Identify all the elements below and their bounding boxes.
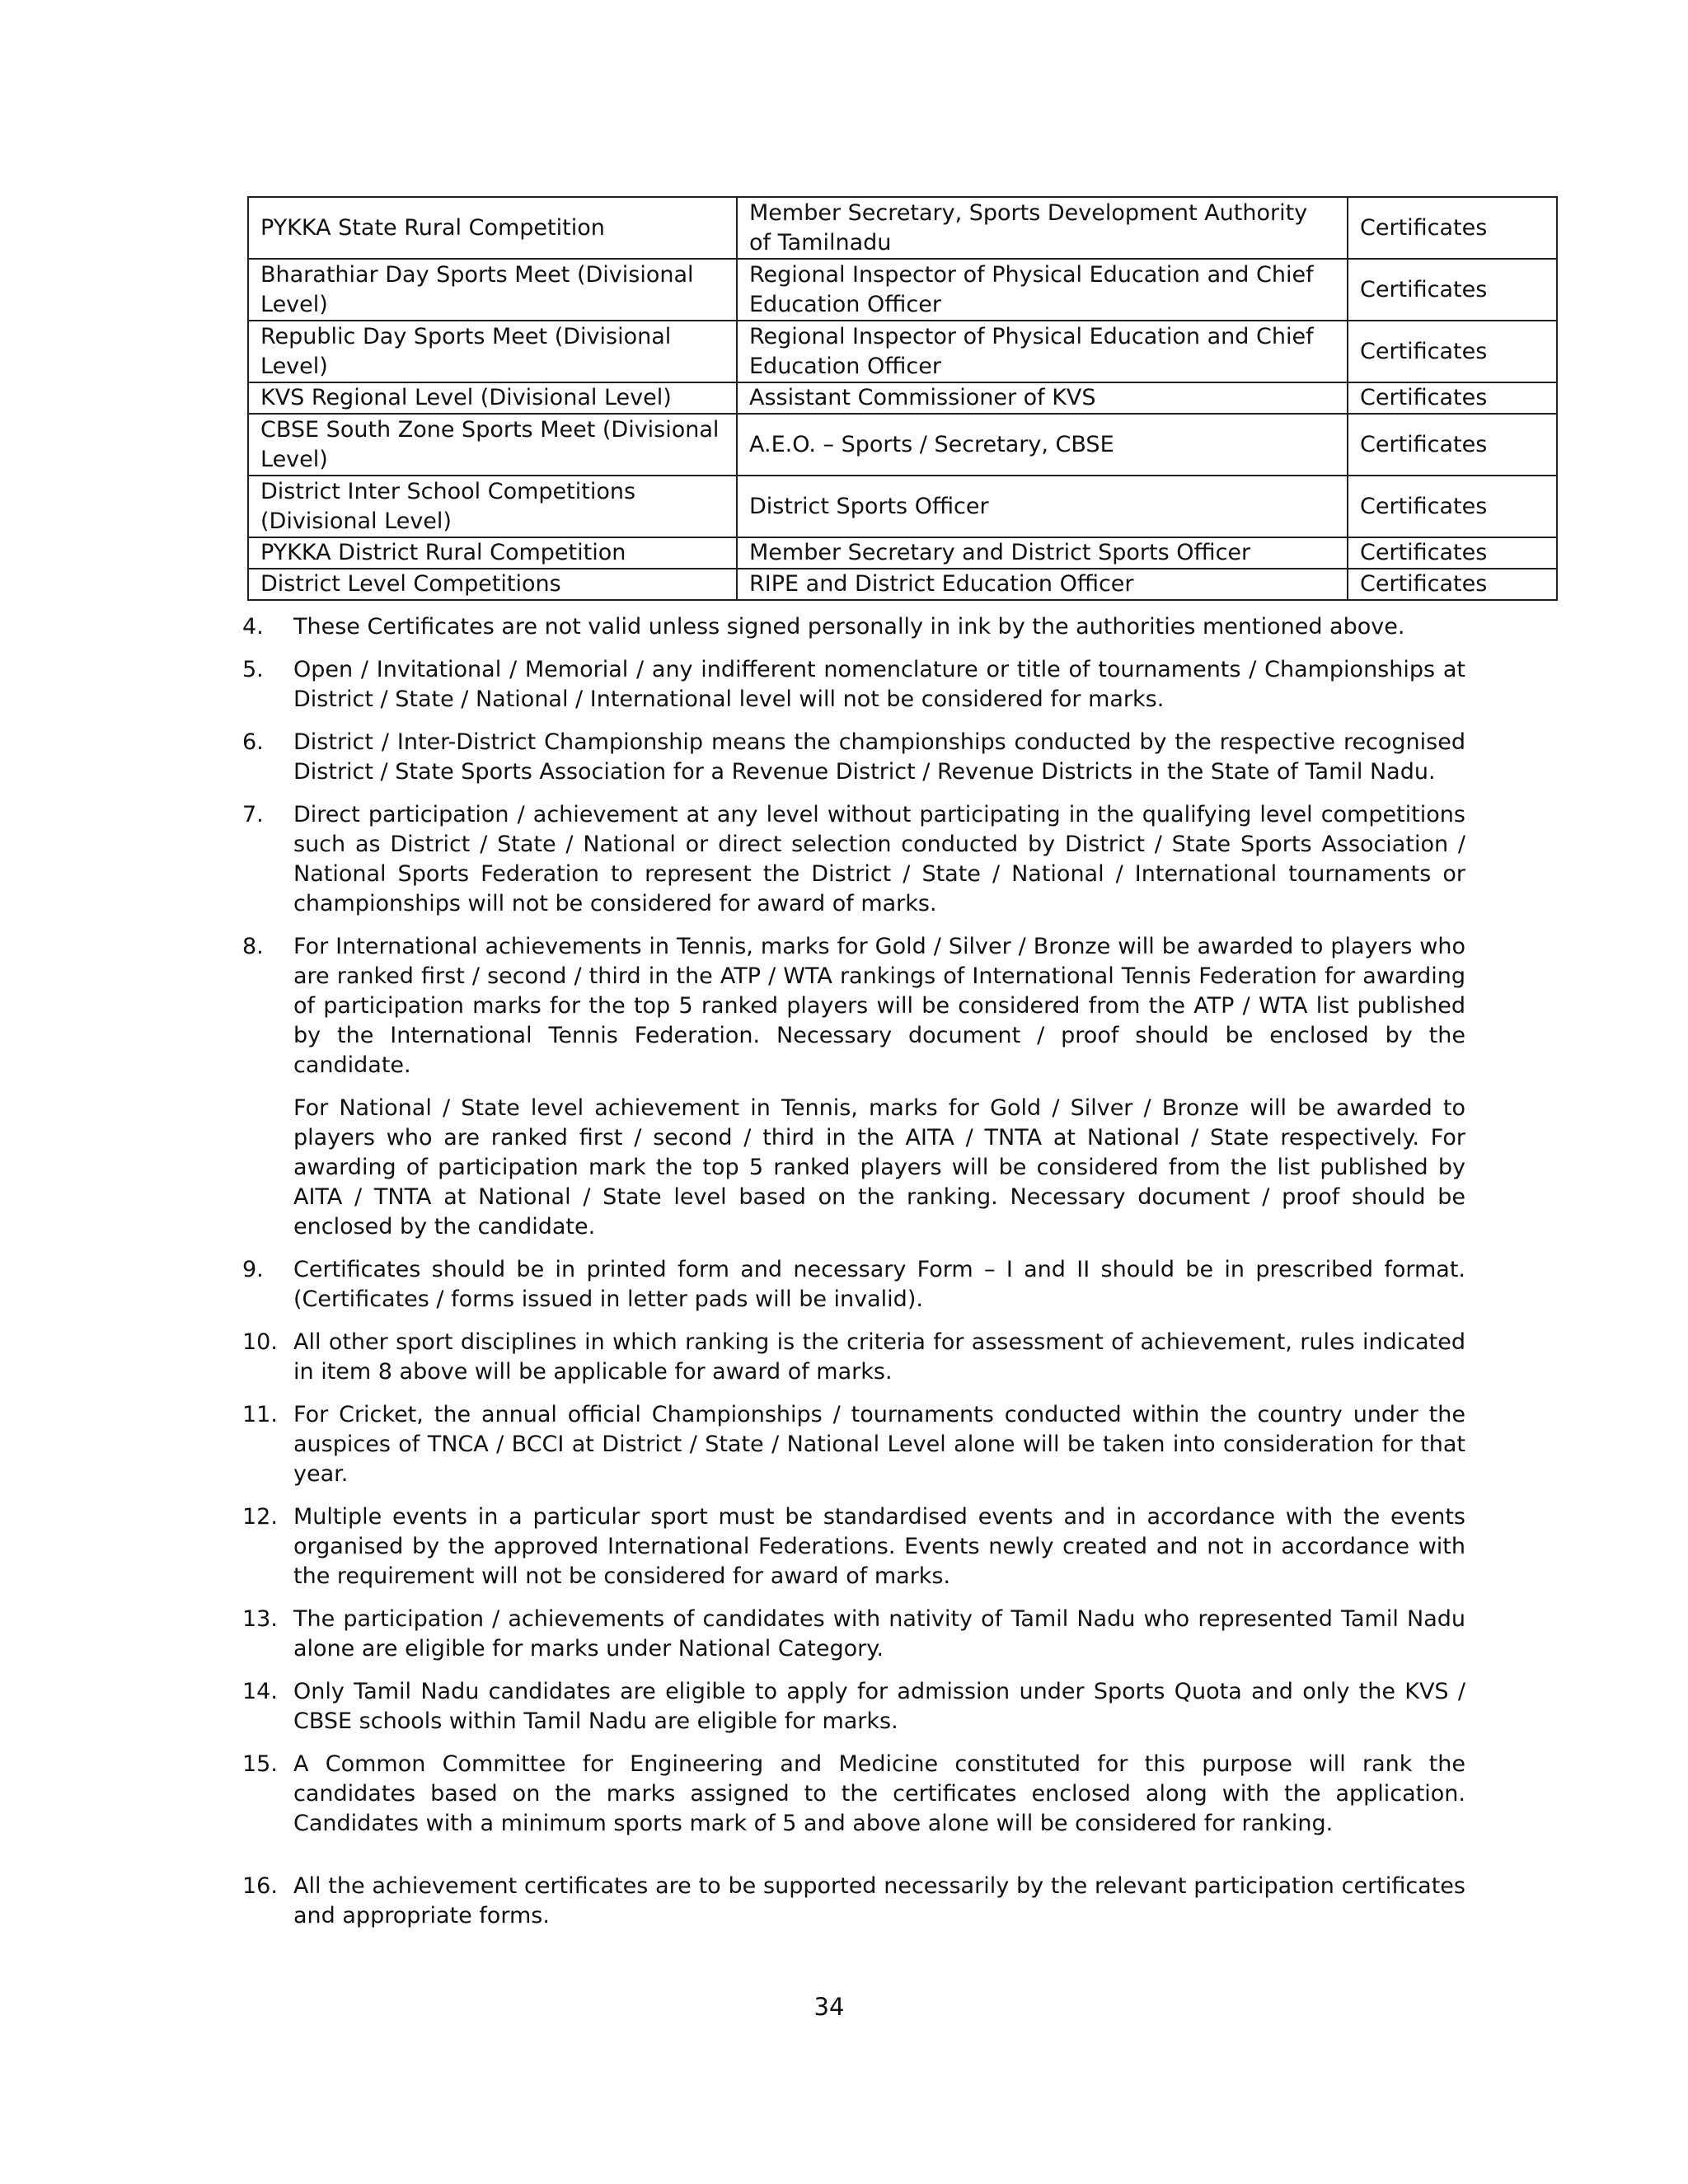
competition-cell: Bharathiar Day Sports Meet (Divisional Level) [248, 259, 737, 321]
item-number: 12. [242, 1504, 278, 1530]
table-row [248, 197, 1557, 259]
authority-cell: Member Secretary and District Sports Officer [737, 537, 1348, 569]
table-row [248, 321, 1557, 382]
list-item [242, 1750, 1465, 1839]
table-row [248, 476, 1557, 537]
list-item [242, 1872, 1465, 1931]
item-text: Multiple events in a particular sport must be standardised events and in accordance with the events organised by the approved International Federations. Events newly created and not in accordance with the requirement will not be considered for award of marks. [293, 1504, 1465, 1589]
item-text: Direct participation / achievement at any level without participating in the qualifying level competitions such as District / State / National or direct selection conducted by District / State Sports Association / National Sports Federation to represent the District / State / National / International tournaments or championships will not be considered for award of marks. [293, 802, 1465, 916]
item-text: For Cricket, the annual official Championships / tournaments conducted within the country under the auspices of TNCA / BCCI at District / State / National Level alone will be taken into consideration for that year. [293, 1402, 1465, 1487]
item-text: All the achievement certificates are to be supported necessarily by the relevant participation certificates and appropriate forms. [293, 1873, 1465, 1929]
item-text: All other sport disciplines in which ranking is the criteria for assessment of achievement, rules indicated in item 8 above will be applicable for award of marks. [293, 1329, 1465, 1385]
page-number: 34 [814, 1993, 845, 2021]
competition-cell: PYKKA District Rural Competition [248, 537, 737, 569]
item-number: 6. [242, 729, 264, 755]
list-item [242, 800, 1465, 919]
list-item [242, 612, 1465, 642]
item-text: District / Inter-District Championship means the championships conducted by the respective recognised District / State Sports Association for a Revenue District / Revenue Districts in the State of Tamil Nadu. [293, 729, 1465, 785]
item-continuation-paragraph: For National / State level achievement in Tennis, marks for Gold / Silver / Bronze will be awarded to players who are ranked first / second / third in the AITA / TNTA at National / State respectively. For awarding of participation mark the top 5 ranked players will be considered from the list published by AITA / TNTA at National / State level based on the ranking. Necessary document / proof should be enclosed by the candidate. [293, 1095, 1465, 1240]
table-row [248, 382, 1557, 414]
item-text: For International achievements in Tennis, marks for Gold / Silver / Bronze will be awarded to players who are ranked first / second / third in the ATP / WTA rankings of International Tennis Federation for awarding of participation marks for the top 5 ranked players will be considered from the ATP / WTA list published by the International Tennis Federation. Necessary document / proof should be enclosed by the candidate. [293, 934, 1465, 1078]
table-row [248, 414, 1557, 476]
item-number: 5. [242, 657, 264, 682]
document-cell: Certificates [1348, 476, 1557, 537]
item-text: A Common Committee for Engineering and Medicine constituted for this purpose will rank the candidates based on the marks assigned to the certificates enclosed along with the application. Candidates with a minimum sports mark of 5 and above alone will be considered for ranking. [293, 1751, 1465, 1836]
document-cell: Certificates [1348, 382, 1557, 414]
document-cell: Certificates [1348, 197, 1557, 259]
list-item [242, 1400, 1465, 1489]
list-item [242, 932, 1465, 1080]
list-item [242, 1605, 1465, 1664]
item-number: 13. [242, 1606, 278, 1632]
competition-cell: CBSE South Zone Sports Meet (Divisional Level) [248, 414, 737, 476]
competition-cell: KVS Regional Level (Divisional Level) [248, 382, 737, 414]
document-cell: Certificates [1348, 537, 1557, 569]
authority-cell: RIPE and District Education Officer [737, 569, 1348, 600]
item-number: 10. [242, 1329, 278, 1355]
document-cell: Certificates [1348, 569, 1557, 600]
item-text: The participation / achievements of candidates with nativity of Tamil Nadu who represented Tamil Nadu alone are eligible for marks under National Category. [293, 1606, 1465, 1661]
list-item [242, 1502, 1465, 1591]
competition-cell: District Level Competitions [248, 569, 737, 600]
table-row [248, 537, 1557, 569]
list-item [242, 1255, 1465, 1315]
authority-cell: District Sports Officer [737, 476, 1348, 537]
item-number: 15. [242, 1751, 278, 1777]
authority-cell: Regional Inspector of Physical Education and Chief Education Officer [737, 259, 1348, 321]
item-text: Certificates should be in printed form and necessary Form – I and II should be in prescribed format. (Certificates / forms issued in letter pads will be invalid). [293, 1257, 1465, 1312]
document-cell: Certificates [1348, 321, 1557, 382]
document-cell: Certificates [1348, 414, 1557, 476]
item-number: 7. [242, 802, 264, 827]
authority-cell: Member Secretary, Sports Development Authority of Tamilnadu [737, 197, 1348, 259]
list-item [242, 728, 1465, 787]
list-item [242, 1677, 1465, 1736]
list-item [242, 1328, 1465, 1387]
notes-list [242, 612, 1465, 1944]
authority-cell: Regional Inspector of Physical Education and Chief Education Officer [737, 321, 1348, 382]
table-row [248, 259, 1557, 321]
item-number: 8. [242, 934, 264, 959]
item-text: Open / Invitational / Memorial / any indifferent nomenclature or title of tournaments / Championships at District / State / National / International level will not be considered for marks. [293, 657, 1465, 712]
list-item [242, 655, 1465, 715]
document-cell: Certificates [1348, 259, 1557, 321]
authority-cell: A.E.O. – Sports / Secretary, CBSE [737, 414, 1348, 476]
table-row [248, 569, 1557, 600]
competition-cell: PYKKA State Rural Competition [248, 197, 737, 259]
item-text: These Certificates are not valid unless signed personally in ink by the authorities mentioned above. [293, 614, 1405, 640]
item-text: Only Tamil Nadu candidates are eligible to apply for admission under Sports Quota and only the KVS / CBSE schools within Tamil Nadu are eligible for marks. [293, 1679, 1465, 1734]
item-number: 11. [242, 1402, 278, 1427]
item-number: 4. [242, 614, 264, 640]
item-number: 9. [242, 1257, 264, 1282]
competition-cell: District Inter School Competitions (Divisional Level) [248, 476, 737, 537]
authorities-table [247, 196, 1558, 601]
competition-cell: Republic Day Sports Meet (Divisional Level) [248, 321, 737, 382]
item-number: 14. [242, 1679, 278, 1704]
item-number: 16. [242, 1873, 278, 1899]
authority-cell: Assistant Commissioner of KVS [737, 382, 1348, 414]
